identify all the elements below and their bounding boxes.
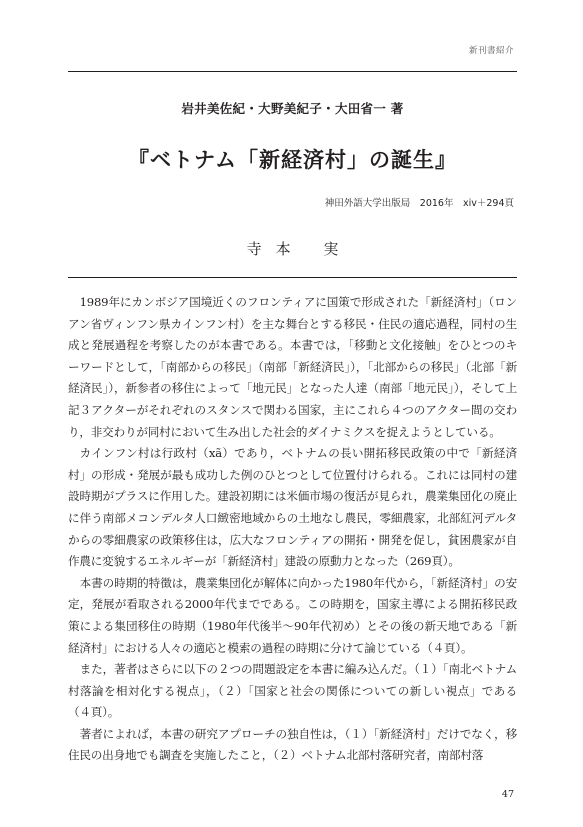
reviewer-rule [68, 277, 517, 278]
body-paragraph: 著者によれば，本書の研究アプローチの独自性は，（１）「新経済村」だけでなく，移住民の出身地でも調査を実施したこと，（２）ベトナム北部村落研究者，南部村落 [68, 726, 517, 763]
reviewer-name: 寺本 実 [246, 240, 353, 258]
section-label: 新刊書紹介 [468, 46, 514, 56]
body-paragraph: 1989年にカンボジア国境近くのフロンティアに国策で形成された「新経済村」（ロンアン省ヴィンフン県カインフン村）を主な舞台とする移民・住民の適応過程，同村の生成と発展過程を考察したのが本書である。本書では，「移動と文化接触」をひとつのキーワードとして，「南部からの移民」（南部「新経済民」），「北部からの移民」（北部「新経済民」），新参者の移住によって「地元民」となった人達（南部「地元民」），そして上記３アクターがそれぞれのスタンスで関わる国家，主にこれら４つのアクター間の交わり，非交わりが同村において生み出した社会的ダイナミクスを捉えようとしている。 [68, 295, 517, 439]
review-body [68, 292, 517, 767]
publisher-info: 神田外語大学出版局 2016年 xiv＋294頁 [324, 198, 514, 209]
body-paragraph: 本書の時期的特徴は，農業集団化が解体に向かった1980年代から，「新経済村」の安定，発展が看取される2000年代までである。この時期を，国家主導による開拓移民政策による集団移住の時期（1980年代後半〜90年代初め）とその後の新天地である「新経済村」における人々の適応と模索の過程の時期に分けて論じている（４頁）。 [68, 575, 517, 655]
page-number: 47 [501, 789, 514, 800]
book-title: 『ベトナム「新経済村」の誕生』 [128, 147, 457, 172]
body-paragraph: カインフン村は行政村（xã）であり，ベトナムの長い開拓移民政策の中で「新経済村」の形成・発展が最も成功した例のひとつとして位置付けられる。これには同村の建設時期がプラスに作用した。建設初期には米価市場の復活が見られ，農業集団化の廃止に伴う南部メコンデルタ人口緻密地域からの土地なし農民，零細農家，北部紅河デルタからの零細農家の政策移住は，広大なフロンティアの開拓・開発を促し，貧困農家が自作農に変貌するエネルギーが「新経済村」建設の原動力となった（269頁）。 [68, 446, 517, 569]
body-paragraph: また，著者はさらに以下の２つの問題設定を本書に編み込んだ。（１）「南北ベトナム村落論を相対化する視点」，（２）「国家と社会の関係についての新しい視点」である（４頁）。 [68, 662, 517, 720]
top-rule [68, 71, 517, 72]
book-authors: 岩井美佐紀・大野美紀子・大田省一 著 [181, 101, 404, 116]
